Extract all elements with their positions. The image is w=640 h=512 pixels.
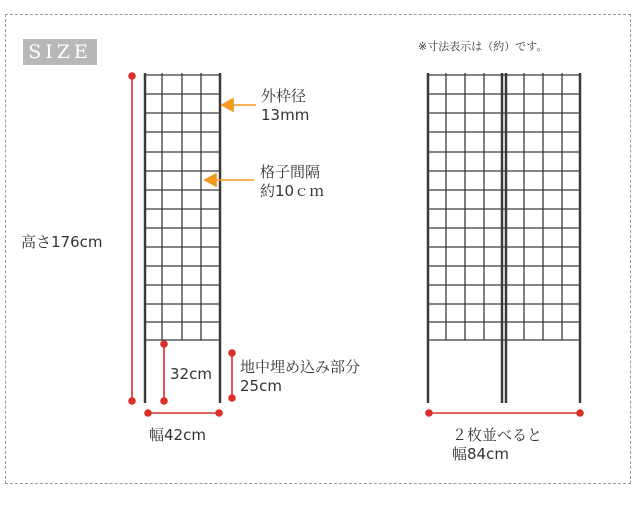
frame-diameter-title: 外枠径 [261,87,307,105]
buried-value: 25cm [240,377,282,395]
size-badge: SIZE [23,39,97,65]
frame-diameter-label [261,87,309,125]
frame-diameter-value: 13mm [261,106,310,124]
pointer-arrows [205,99,256,186]
single-trellis [145,73,220,403]
grid-spacing-title: 格子間隔 [260,163,321,181]
pair-value: 幅84cm [452,445,509,463]
width-label: 幅42cm [149,426,206,444]
paired-trellis [428,73,580,403]
grid-spacing-value: 約10ｃｍ [260,182,325,200]
height-label: 高さ176cm [21,233,103,251]
approximate-note: ※寸法表示は（約）です。 [418,40,548,53]
pair-title: ２枚並べると [452,426,543,444]
buried-label [240,358,360,396]
grid-spacing-label [260,163,324,201]
buried-title: 地中埋め込み部分 [240,358,361,376]
depth-label: 32cm [170,365,212,383]
pair-width-label [452,426,542,464]
